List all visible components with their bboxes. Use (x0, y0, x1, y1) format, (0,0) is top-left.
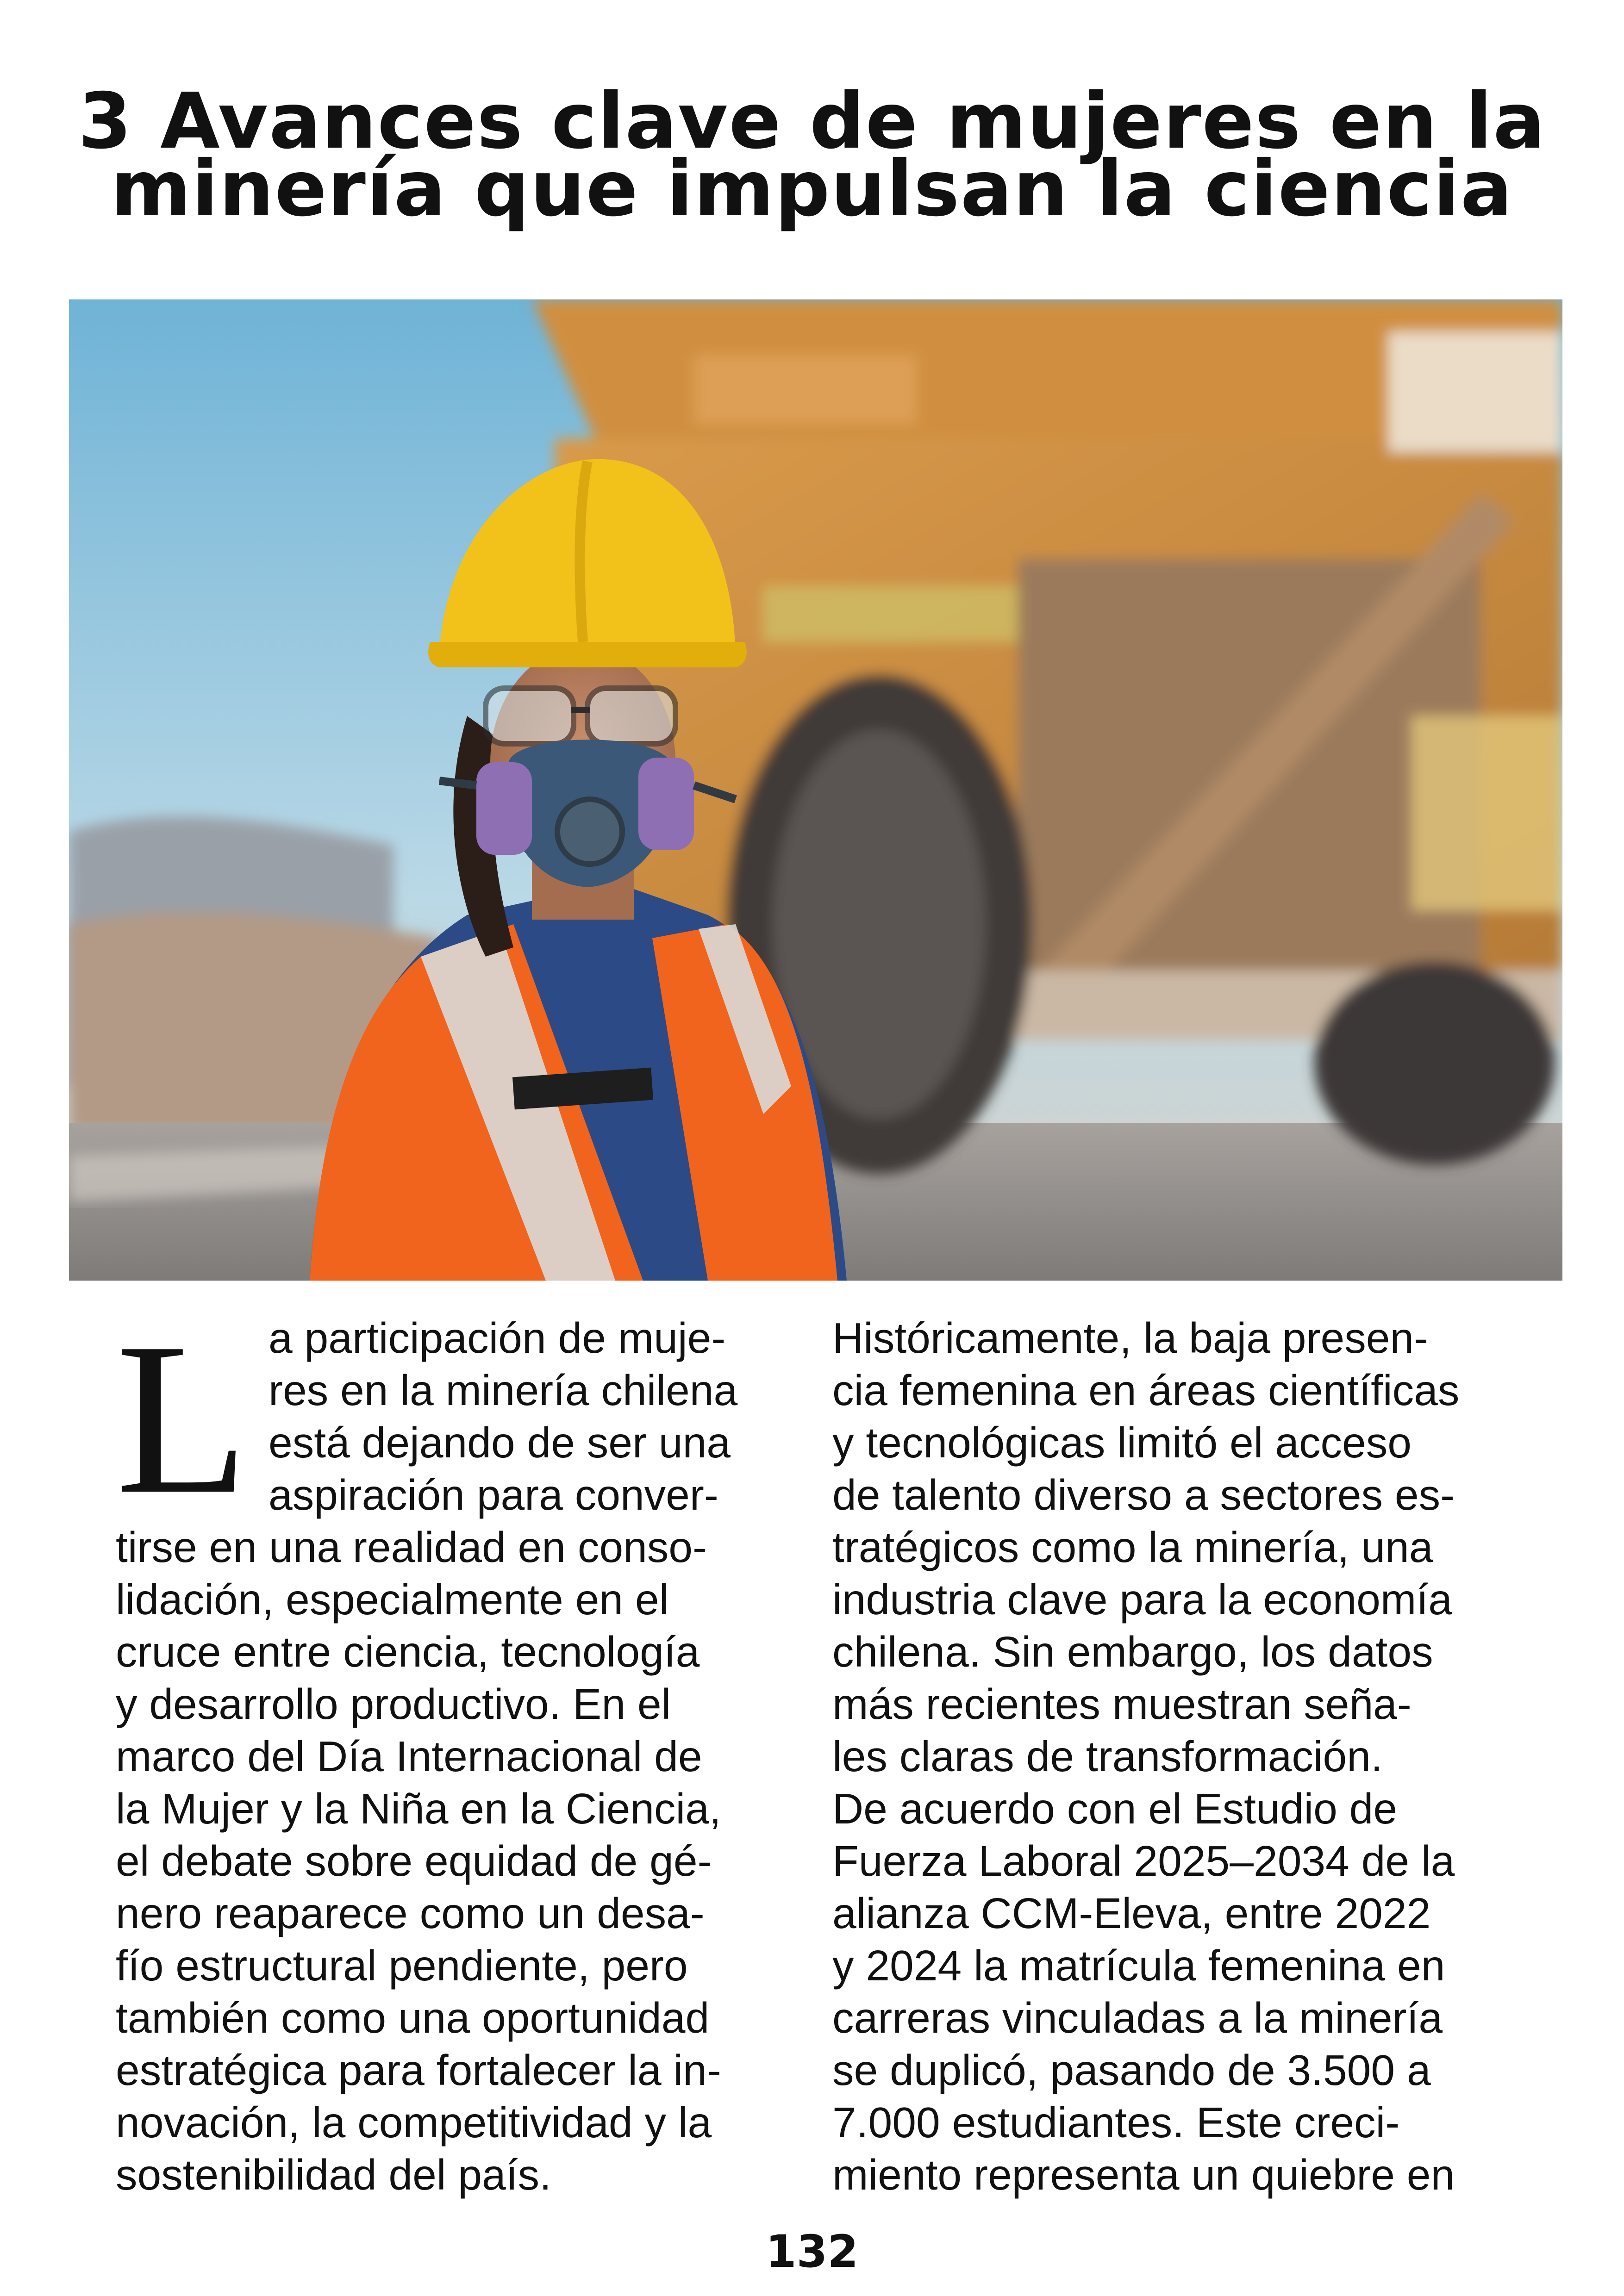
text-line: y desarrollo productivo. En el (116, 1680, 671, 1728)
text-line: tratégicos como la minería, una (832, 1523, 1433, 1571)
text-line: marco del Día Internacional de (116, 1732, 702, 1780)
text-line: también como una oportunidad (116, 1994, 710, 2042)
text-line: está dejando de ser una (269, 1419, 731, 1467)
text-line: y 2024 la matrícula femenina en (832, 1941, 1445, 1990)
text-line: aspiración para conver- (269, 1471, 718, 1519)
text-line: nero reaparece como un desa- (116, 1889, 705, 1937)
photo-woman-miner-icon (69, 299, 1562, 1281)
text-line: a participación de muje- (269, 1314, 726, 1362)
text-line: novación, la competitividad y la (116, 2098, 712, 2147)
article-text-left-column (116, 1298, 773, 2201)
page-number: 132 (765, 2226, 859, 2277)
text-line: res en la minería chilena (269, 1366, 738, 1414)
text-line: De acuerdo con el Estudio de (832, 1785, 1398, 1833)
text-line: cia femenina en áreas científicas (832, 1366, 1460, 1414)
text-line: miento representa un quiebre en (832, 2151, 1455, 2199)
text-line: fío estructural pendiente, pero (116, 1941, 688, 1990)
text-line: industria clave para la economía (832, 1575, 1452, 1624)
article-title-line-2: minería que impulsan la ciencia (111, 144, 1513, 234)
text-line: Históricamente, la baja presen- (832, 1314, 1429, 1362)
text-line: tirse en una realidad en conso- (116, 1523, 707, 1571)
text-line: de talento diverso a sectores es- (832, 1471, 1455, 1519)
text-line: 7.000 estudiantes. Este creci- (832, 2098, 1400, 2147)
text-line: cruce entre ciencia, tecnología (116, 1628, 700, 1676)
text-line: les claras de transformación. (832, 1732, 1383, 1780)
drop-cap-letter: L (116, 1298, 249, 1539)
text-line: más recientes muestran seña- (832, 1680, 1412, 1728)
text-line: el debate sobre equidad de gé- (116, 1837, 712, 1885)
text-line: y tecnológicas limitó el acceso (832, 1419, 1412, 1467)
text-line: lidación, especialmente en el (116, 1575, 669, 1624)
text-line: estratégica para fortalecer la in- (116, 2046, 721, 2094)
text-line: Fuerza Laboral 2025–2034 de la (832, 1837, 1455, 1885)
text-line: carreras vinculadas a la minería (832, 1994, 1443, 2042)
text-line: alianza CCM-Eleva, entre 2022 (832, 1889, 1431, 1937)
text-line: sostenibilidad del país. (116, 2151, 551, 2199)
article-title (69, 77, 1555, 234)
text-line: la Mujer y la Niña en la Ciencia, (116, 1785, 721, 1833)
article-photo (69, 299, 1562, 1281)
text-line: se duplicó, pasando de 3.500 a (832, 2046, 1431, 2094)
article-title-line-1: 3 Avances clave de mujeres en la (78, 77, 1546, 166)
text-line: chilena. Sin embargo, los datos (832, 1628, 1433, 1676)
article-text-right-column (832, 1312, 1490, 2201)
